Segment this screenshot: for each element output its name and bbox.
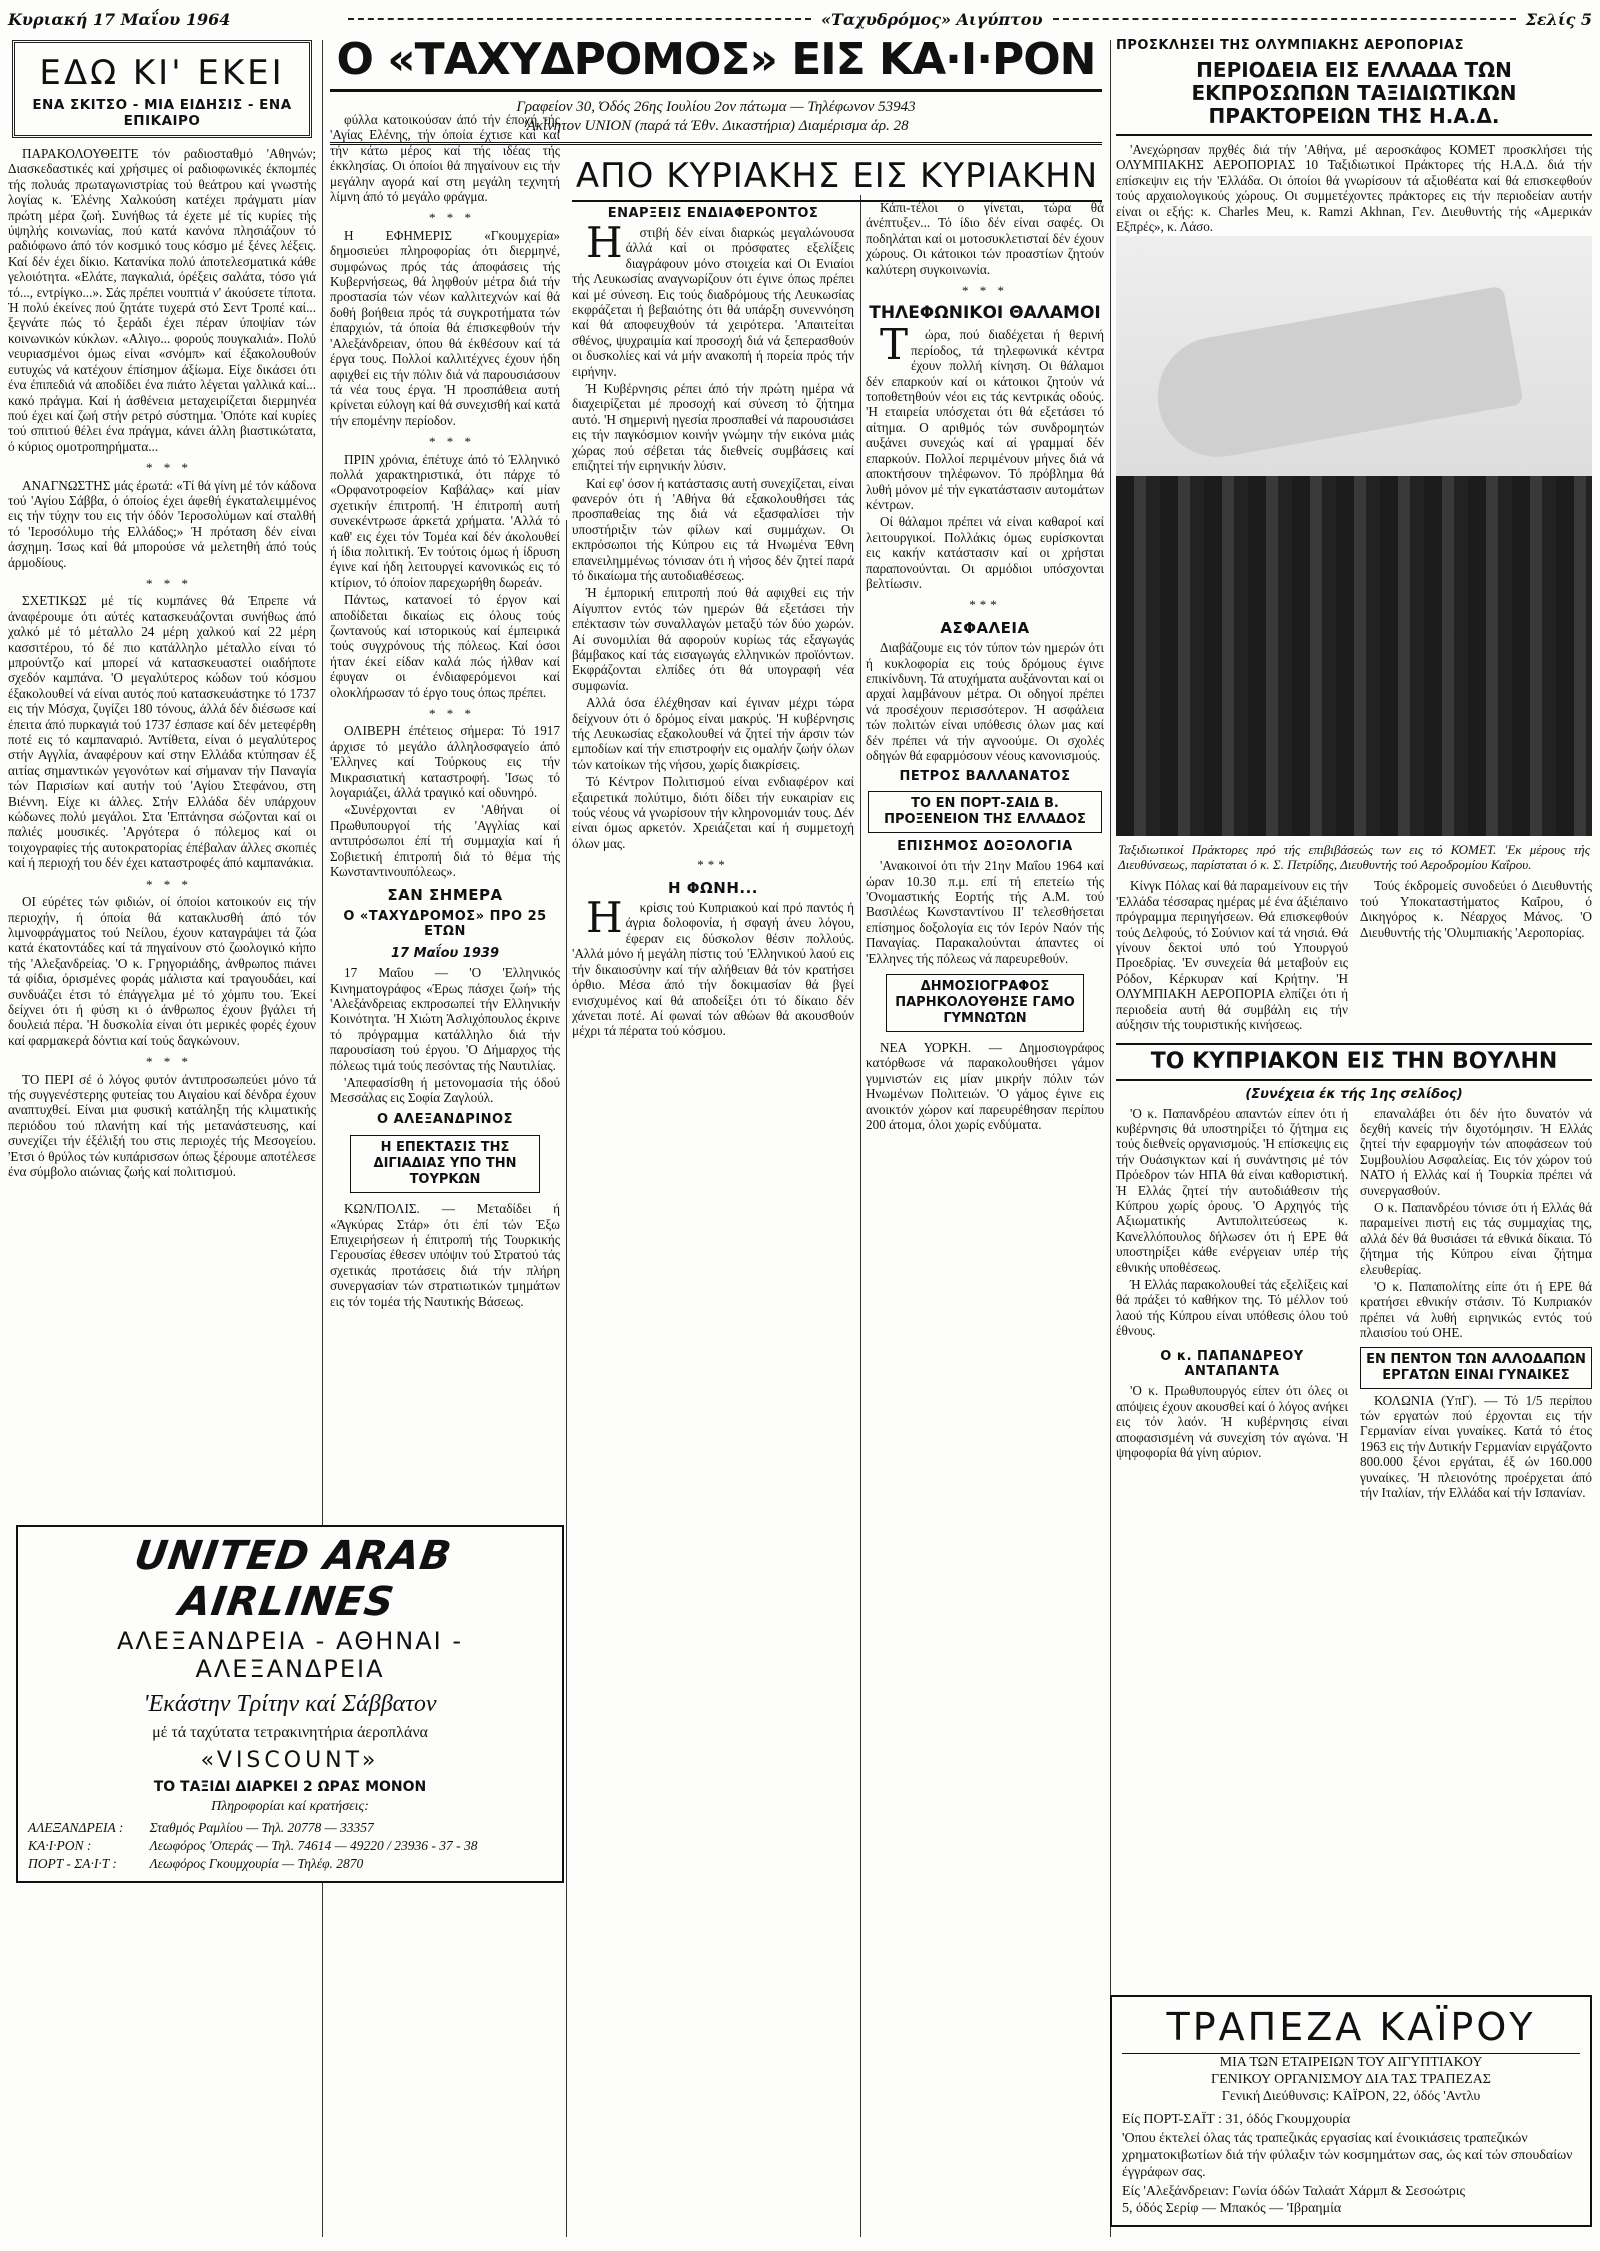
photo-caption: Ταξιδιωτικοί Πράκτορες πρό τής επιβιβάσεώς των εις τό ΚΟΜΕΤ. 'Εκ μέρους τής Διευθύνσεως, παρίσταται ό κ. Σ. Πετρίδης, Διευθυντής τού Αεροδρομίου Καΐρου. <box>1118 842 1590 873</box>
column-divider <box>566 520 567 2237</box>
bank-branch: Είς ΠΟΡΤ-ΣΑΪΤ : 31, όδός Γκουμχουρία <box>1122 2112 1351 2127</box>
paragraph: Οί θάλαμοι πρέπει νά είναι καθαροί καί λειτουργικοί. Πολλάκις όμως ευρίσκονται εις κακήν κατάστασιν καί οι χρήσται παραπονούνται. Οι αρμόδιοι υπόσχονται βελτίωσιν. <box>866 514 1104 591</box>
paragraph: 'Απεφασίσθη ή μετονομασία τής όδού Μεσσάλας εις Σοφία Ζαγλούλ. <box>330 1074 560 1106</box>
paragraph: Ο κ. Παπανδρέου τόνισε ότι ή Ελλάς θά παραμείνει πιστή εις τάς συμμαχίας της, αλλά δέν θά θυσιάσει τά εθνικά δίκαια. Τό ζήτημα τής Κύπρου είναι ζήτημα ελευθερίας. <box>1360 1199 1592 1277</box>
section-subheading: Ο κ. ΠΑΠΑΝΔΡΕΟΥ ΑΝΤΑΠΑΝΤΑ <box>1160 1348 1304 1379</box>
page-number: Σελίς 5 <box>1525 9 1593 29</box>
bank-branch: 5, όδός Σερίφ — Μπακός — 'Ιβραημία <box>1122 2201 1342 2216</box>
paragraph: ΝΕΑ ΥΟΡΚΗ. — Δημοσιογράφος κατόρθωσε νά παρακολουθήσει γάμον γυμνιστών εις μίαν μικρήν πόλιν τών Ηνωμένων Πολιτειών. 'Ο γάμος έγινε εις ανοικτόν χώρον καί παρευρέθησαν περίπου 200 άτομα, όλοι χωρίς ενδύματα. <box>866 1040 1104 1133</box>
paragraph: 'Ο κ. Παπανδρέου απαντών είπεν ότι ή κυβέρνησις θά υποστηρίξει τό ζήτημα εις τούς διεθνείς οργανισμούς. 'Η επίσκεψις εις τήν Ουάσιγκτων καί ή συνάντησις μέ τόν Πρόεδρον τών ΗΠΑ θά είναι καθοριστική. Ή Ελλάς ζητεί τήν αυτοδιάθεσιν τής Κύπρου χωρίς όρους. 'Ο Αρχηγός τής Αξιωματικής Αντιπολιτεύσεως κ. Κανελλόπουλος δήλωσεν ότι ή ΕΡΕ θά υποστηρίξει κάθε ενέργειαν υπέρ τής εθνικής υποθέσεως. <box>1116 1105 1348 1275</box>
bank-services: 'Οπου έκτελεί όλας τάς τραπεζικάς εργασίας καί ένοικιάσεις τραπεζικών χρηματοκιβωτίων διά τήν φύλαξιν τών κοσμημάτων σας, ώς καί τών σπουδαίων έγγράφων σας. <box>1122 2131 1573 2180</box>
header-rule <box>1053 18 1516 20</box>
column-two <box>330 112 560 2237</box>
article-headline: Η ΦΩΝΗ... <box>668 878 758 897</box>
table-row <box>26 1855 554 1873</box>
column-edo-ki-ekei <box>8 32 316 2237</box>
ad-aircraft-name: «VISCOUNT» <box>200 1748 380 1773</box>
column-divider <box>860 195 861 2237</box>
paragraph: ΚΩΝ/ΠΟΛΙΣ. — Μεταδίδει ή «Άγκύρας Στάρ» ότι έπί τών Έξω Επιχειρήσεων ή έπιτροπή τής Τουρκικής Γερουσίας έθεσεν υπόψιν τού Στρατού τάς σχετικάς προτάσεις διά τήν πλήρη συνεργασίαν τών στρατιωτικών τμημάτων εις τόν τομέα τής Ναυτικής Βάσεως. <box>330 1201 560 1309</box>
separator: *** <box>697 857 729 873</box>
news-photo <box>1116 236 1592 836</box>
article-body <box>1116 1343 1348 1503</box>
article-headline: ΑΣΦΑΛΕΙΑ <box>940 618 1030 637</box>
ad-frequency: 'Εκάστην Τρίτην καί Σάββατον <box>143 1691 437 1717</box>
paragraph: Ή Ελλάς παρακολουθεί τάς εξελίξεις καί θά πράξει τό καθήκον της. Τό μέλλον τού λαού τής Κύπρου είναι υπόθεσις όλου τού έθνους. <box>1116 1276 1348 1339</box>
address-line: Γραφείον 30, Όδός 26ης Ιουλίου 2ον πάτωμα — Τηλέφωνον 53943 <box>516 99 916 115</box>
bank-name: ΤΡΑΠΕΖΑ ΚΑΪΡΟΥ <box>1122 2005 1580 2054</box>
paragraph: ΚΟΛΩΝΙΑ (ΥπΓ). — Τό 1/5 περίπου τών εργατών πού έρχονται εις τήν Γερμανίαν είναι γυναίκες. Κατά τό έτος 1963 εις τήν Δυτικήν Γερμανίαν ειργάζοντο 800.000 ξένοι εργάται, έξ ών 160.000 γυναίκες. 'Η πλειονότης προέρχεται άπό τήν Ιταλίαν, τήν Ελλάδα καί τήν Ισπανίαν. <box>1360 1392 1592 1501</box>
article-kicker: ΕΝΑΡΞΕΙΣ ΕΝΔΙΑΦΕΡΟΝΤΟΣ <box>607 206 819 221</box>
office-address: Λεωφόρος Γκουμχουρία — Τηλέφ. 2870 <box>149 1856 364 1871</box>
office-address: Λεωφόρος 'Οπεράς — Τηλ. 74614 — 49220 / 23936 - 37 - 38 <box>149 1838 478 1853</box>
paragraph: Ή Κυβέρνησις ρέπει άπό τήν πρώτη ημέρα νά διαχειρίζεται μέ προσοχή καί σύνεση τό ζήτημα αυτό. 'Η σημερινή ηγεσία προσπαθεί νά παρουσιάσει εις τήν παγκόσμιον κοινήν γνώμην τήν εικόνα μιάς χώρας πού σέβεται τάς διεθνείς συμβάσεις καί επιζητεί τήν ειρηνικήν λύσιν. <box>572 381 854 474</box>
week-headline: ΑΠΟ ΚΥΡΙΑΚΗΣ ΕΙΣ ΚΥΡΙΑΚΗΝ <box>572 150 1102 202</box>
paragraph: ΑΝΑΓΝΩΣΤΗΣ μάς έρωτά: «Τί θά γίνη μέ τόν κάδονα τού 'Αγίου Σάββα, ό όποίος έχει άφεθή έγκαταλειμμένος εις τήν τύχην του εις τήν όδόν 'Ιεροσολύμων καί σταλθή τό 'Ιεροσόλυμο τής Ελλάδος;» Ή πρόταση δέν είναι άσχημη. Ίσως καί θά μπορούσε νά μελετηθή άπό τούς άρμοδίους. <box>8 477 316 570</box>
table-row <box>26 1819 554 1837</box>
office-city: ΠΟΡΤ - ΣΑ·Ι·Τ : <box>28 1856 117 1871</box>
column-body <box>572 218 854 1039</box>
section-title: ΕΔΩ ΚΙ' ΕΚΕΙ <box>39 53 285 93</box>
paragraph: ΟΛΙΒΕΡΗ έπέτειος σήμερα: Τό 1917 άρχισε τό μεγάλο άλληλοσφαγείο άπό 'Ελληνες καί Τούρκους εις τήν Μικρασιατική καταστροφή. 'Ισως τό λογαριάζει, άλλά τραγικό καί οδυνηρό. <box>330 723 560 801</box>
article-headline: ΤΗΛΕΦΩΝΙΚΟΙ ΘΑΛΑΜΟΙ <box>869 303 1101 324</box>
separator: *** <box>969 597 1001 613</box>
bank-advertisement <box>1110 1995 1592 2227</box>
paragraph: 'Ανακοινοί ότι τήν 21ην Μαΐου 1964 καί ώραν 10.30 π.μ. επί τή επετείω τής 'Ονομαστικής Εορτής τής Α.Μ. τού Βασιλέως Κωνσταντίνου ΙΙ' τελεσθήσεται επίσημος δοξολογία εις τόν Ιερόν Ναόν τής Παναγίας. Παρακαλούνται άπαντες οί 'Ελληνες τής πόλεως νά παρευρεθούν. <box>866 858 1104 966</box>
paragraph: 17 Μαΐου — 'Ο 'Ελληνικός Κινηματογράφος «Έρως πάσχει ζωή» τής 'Αλεξάνδρειας εκπροσωπεί τήν Ελληνικήν Κοινότητα. 'Η Χιώτη Άσλιχόπουλος έκρινε τό πρόγραμμα κατάλληλο διά τήν παρουσίαση τού έργου. 'Ο Δήμαρχος τής πόλεως τιμά τούς πεσόντας τής Ναυτιλίας. <box>330 965 560 1073</box>
column-three <box>572 200 854 2237</box>
week-header <box>572 150 1102 202</box>
ad-duration: ΤΟ ΤΑΞΙΔΙ ΔΙΑΡΚΕΙ 2 ΩΡΑΣ ΜΟΝΟΝ <box>153 1779 427 1795</box>
bank-tagline: ΜΙΑ ΤΩΝ ΕΤΑΙΡΕΙΩΝ ΤΟΥ ΑΙΓΥΠΤΙΑΚΟΥ <box>1219 2055 1483 2070</box>
paragraph: Καί εφ' όσον ή κατάστασις αυτή συνεχίζεται, είναι φανερόν ότι ή 'Αθήνα θά εξακολουθήσει τάς προσπαθείας της διά νά εξασφαλίσει τήν υποστήριξιν τών φίλων καί συμμάχων. Οι εκπρόσωποι τής Κύπρου εις τά Ηνωμένα Έθνη επανειλημμένως τόνισαν ότι ή νήσος δέν ζητεί παρά τό δικαίωμα τής αυτοδιαθέσεως. <box>572 475 854 583</box>
column-five <box>1116 32 1592 2237</box>
paragraph: Αλλά όσα έλέχθησαν καί έγιναν μέχρι τώρα δείχνουν ότι ό δρόμος είναι μακρύς. 'Η κυβέρνησις τής Λευκωσίας εξακολουθεί νά ζητεί τήν άρσιν τών εμποδίων καί τήν επιστροφήν εις ομαλήν ζωήν όλων τών κατοίκων τής νήσου, χωρίς διακρίσεις. <box>572 695 854 772</box>
running-header <box>8 6 1592 32</box>
airline-logo: UNITED ARAB AIRLINES <box>131 1533 455 1625</box>
masthead-name: Ο «ΤΑΧΥΔΡΟΜΟΣ» ΕΙΣ ΚΑ·Ι·ΡΟΝ <box>330 34 1102 92</box>
paragraph: Ή έμπορική επιτροπή πού θά αφιχθεί εις τήν Αίγυπτον εντός τών ημερών θά εξετάσει τήν επέκτασιν τών συναλλαγών μεταξύ τών δύο χωρών. Αί συνομιλίαι θά αφορούν κυρίως τάς εξαγωγάς βάμβακος καί τάς εισαγωγάς ελληνικών προϊόντων. Εκφράζονται ελπίδες ότι θά υπογραφή νέα συμφωνία. <box>572 585 854 693</box>
header-rule <box>348 18 811 20</box>
article-headline: ΠΕΡΙΟΔΕΙΑ ΕΙΣ ΕΛΛΑΔΑ ΤΩΝ ΕΚΠΡΟΣΩΠΩΝ ΤΑΞΙΔΙΩΤΙΚΩΝ ΠΡΑΚΤΟΡΕΙΩΝ ΤΗΣ Η.Α.Δ. <box>1116 59 1592 136</box>
column-four <box>866 200 1104 2237</box>
article-body <box>1360 1106 1592 1343</box>
history-heading: ΣΑΝ ΣΗΜΕΡΑ <box>387 885 503 904</box>
bank-headquarters: Γενική Διεύθυνσις: ΚΑΪΡΟΝ, 22, όδός 'Αντλυ <box>1221 2089 1481 2104</box>
section-body: ΠΑΡΑΚΟΛΟΥΘΕΙΤΕ τόν ραδιοσταθμό 'Αθηνών; Διασκεδαστικές καί χρήσιμες οί ραδιοφωνικές έκπομπές τής πολυάς πρωταγωνιστρίας τού θεάτρου καί γνωστής λογίας κ. Έλένης Χαλκούση κατέχει πράγματι μίαν πρώτη μέρα ζωή. Συνήθως τά έχετε μέ τίς κυρίες τής ύψηλής κοινωνίας, πού κατά κανόνα πλησιάζουν τό ραδιόφωνο άπό τόν κοσμικό τους κόσμο μέ ξένες λέξεις. Καί δέν έχει δίκιο. Κατανίκα πολύ άποτελεσματικά κάθε γελοιότητα. «Ελάτε, παγκαλιά, όρέξεις σαλάτα, τόσο γιά τό..., εντρίγκο...». Σάς πρέπει νουπτιά ν' άκούσετε τίποτα. Ή πολύ έκείνες πού ζητάτε τυχερά στό Σεντ Τροπέ καί... ξεγνάτε πώς τό ξεράδι έχει πέραν ύποψίαν τών κοινωνικών κύκλων. «Αλιγο... φορούς πουγκαλιά». Πολύ νευριασμένοι όμως είναι «σνόμπ» καί έξακολουθούν ευτυχώς νά κατέχουν έπίσημον άξίωμα. Είχε δικάσει ότι ένα έπιπεδιά νά αποδίδει ένα πιάτο λέγεται γαλλικά καί... κακό πράγμα. Καί ή άσθένεια μεταχειρίζεται διερμηνέα πού έχει καί ζωή στήν ρετρό σύστημα. 'Οπότε καί κυρίες τού σπιτιού θέλει ένα πράγμα, κάνει άλλη βιαστικώτατα, ό κύριος ομοτροπηρήματα... * * * ΑΝΑΓΝΩΣΤΗΣ μάς έρωτά: «Τί θά γίνη μέ τόν κάδονα τού 'Αγίου Σάββα, ό όποίος έχει άφεθή έγκαταλειμμένος εις τήν τύχην του εις τήν όδόν 'Ιεροσολύμων καί σταλθή τό 'Ιεροσόλυμο τής Ελλάδος;» Ή πρόταση δέν είναι άσχημη. Ίσως καί θά μπορούσε νά μελετηθή άπό τούς άρμοδίους. * * * ΣΧΕΤΙΚΩΣ μέ τίς κυμπάνες θά Έπρεπε νά άναφέρουμε ότι αύτές κατασκευάζονται συνήθως άπό χαλκό μέ τό μέταλλο 24 μέρη χαλκού καί 22 μέρη κασσιτέρου, τό δέ πιο κατάλληλο μέταλλο είναι τό μπρούντζο καί μπορεί νά κατασκευαστεί οιαδήποτε σχεδόν καμπάνα. 'Ο μεγαλύτερος κώδων τού κόσμου έξακολουθεί νά είναι αυτός πού κατασκευάστηκε τό 1737 εις τήν Μόσχα, ζυγίζει 180 τόνους, άλλά δέν διέσωσε καί έπειτα άπό πυρκαγιά τού 1737 έσπασε καί δέν μετεφέρθη ποτέ εις τό καμπαναριό. Άντίθετα, είναι ό μεγαλύτερος στήν Αγγλία, άναφέρουν καί στην Ελλάδα κτύπησαν έξ αιτίας σημαντικών γεγονότων καί σήμαναν τήν Παναγία τών Παρισίων καί αυτήν τού 'Αγίου Στεφάνου, στη Βιέννη. Είχε κι άλλες. Στήν Ελλάδα δέν υπάρχουν κώδωνες πολύ μεγάλοι. Στα 'Επτάνησα σώζονται καί οι παλιές μουσικές. 'Αργότερα ό πόλεμος καί οι τοιχογραφίες τής αυτοκρατορίας έπέβαλαν άλλες σκοπιές καί ή περιοχή του δέν έχει καταστροφές άπό καμπανάκια. * * * ΟΙ εύρέτες τών φιδιών, οί όποίοι κατοικούν εις τήν περιοχήν, ή όποία θά κατακλυσθή άπό τόν λιμνοφράγματος τού Νείλου, έχουν καταγράψει τά ζώα κατά έκατοντάδες καί τά πηγαίνουν στό ζωολογικό κήπο τής 'Αλεξανδρείας. 'Ο κ. Γρηγοριάδης, άνθρωπος πιάνει τά φίδια, όρισμένες φοράς μάλιστα καί τραγουδάει, καί συνδυάζει έτσι τό έπάγγελμα μέ τό χόμπυ του. Έκεί δείχνει ότι ή φύση κι ό άνθρωπος έχουν βγάλει τή δουλειά πέρα. 'Η δυσκολία είναι ότι μερικές φορές έχουν καί φαρμακερά δόντια καί τούς δαγκώνουν. * * * ΤΟ ΠΕΡΙ σέ ό λόγος φυτόν άντιπροσωπεύει μόνο τά τής συγγενέστερης φυτείας του Αιγαίου καί δένδρα έχουν αναπτυχθεί. Είναι μια φυσική κατάληξη τής κλιματικής περιόδου τού πλανήτη καί τής μετανάστευσης, καί συνεχίζει τήν έξέλιξή του στις περιοχές τής Μεσογείου. 'Ετσι ό θρύλος τών κυπάρισσων όπως ξέρουμε αποτέλεσε ένα σύμβολο αιώνιας ζωής καί πολιτισμού. <box>8 146 316 1179</box>
paragraph: Κάπι-τέλοι ο γίνεται, τώρα θά άνέπτυξεν... Τό ίδιο δέν είναι σαφές. Οι ποδηλάται καί οι μοτοσυκλετισταί δέν έχουν χώρους. Οι κάτοικοι τών προαστίων ζητούν καλύτερη συγκοινωνία. <box>866 200 1104 277</box>
article-headline: ΕΝ ΠΕΝΤΟΝ ΤΩΝ ΑΛΛΟΔΑΠΩΝ ΕΡΓΑΤΩΝ ΕΙΝΑΙ ΓΥΝΑΙΚΕΣ <box>1360 1347 1592 1389</box>
history-subheading: Ο «ΤΑΧΥΔΡΟΜΟΣ» ΠΡΟ 25 ΕΤΩΝ <box>343 908 547 940</box>
article-body <box>1116 1106 1348 1343</box>
bank-tagline: ΓΕΝΙΚΟΥ ΟΡΓΑΝΙΣΜΟΥ ΔΙΑ ΤΑΣ ΤΡΑΠΕΖΑΣ <box>1211 2072 1491 2087</box>
ad-offices-table <box>26 1819 554 1873</box>
paragraph: Η ΕΦΗΜΕΡΙΣ «Γκουμχερία» δημοσιεύει πληροφορίας ότι διερμηνέ, συμφώνως πρός τάς άποφάσεις τής Κυβερνήσεως, θά ληφθούν μέτρα διά τήν προστασία τών νέων καλλιτεχνών καί θά δοθή βοήθεια πρός τά συγκροτήματα τών έπαρχιών, τά όποία θά έπισκεφθούν τήν 'Αλεξάνδρειαν, όπου θά έκθέσουν καί τά έργα τους. Πολλοί καλλιτέχνες έχουν ήδη αφιχθεί εις τήν πόλιν διά νά παρουσιάσουν τά νέα τους έργα. 'Η προσπάθεια αυτή κρίνεται εύλογη καί θά συνεχισθή καί κατά τήν επομένην περίοδον. <box>330 227 560 428</box>
ad-aircraft-line: μέ τά ταχύτατα τετρακινητήρια άεροπλάνα <box>152 1724 428 1741</box>
paragraph: 'Ο κ. Παπαπολίτης είπε ότι ή ΕΡΕ θά κρατήσει εθνικήν στάσιν. Τό Κυπριακόν πρέπει νά λυθή ειρηνικώς εντός τού πλαισίου τού ΟΗΕ. <box>1360 1278 1592 1341</box>
section-kicker: ΠΡΟΣΚΛΗΣΕΙ ΤΗΣ ΟΛΥΜΠΙΑΚΗΣ ΑΕΡΟΠΟΡΙΑΣ <box>1116 38 1464 53</box>
address-line: 'Ακίνητον UNION (παρά τά Έθν. Δικαστήρια) Διαμέρισμα άρ. 28 <box>523 118 909 134</box>
office-city: ΚΑ·Ι·ΡΟΝ : <box>28 1838 92 1853</box>
paragraph: Τό Κέντρον Πολιτισμού είναι ενδιαφέρον καί εξαιρετικά πολύτιμο, διότι δίδει τήν ευκαιρίαν εις τούς νέους νά γνωρίσουν τήν κληρονομιάν τους. Δέν είναι όμως αρκετόν. Χρειάζεται καί ή συμμετοχή όλων μας. <box>572 774 854 851</box>
column-divider <box>1110 40 1111 2237</box>
paragraph: ΣΧΕΤΙΚΩΣ μέ τίς κυμπάνες θά Έπρεπε νά άναφέρουμε ότι αύτές κατασκευάζονται συνήθως άπό χαλκό μέ τό μέταλλο 24 μέρη χαλκού καί 22 μέρη κασσιτέρου, τό δέ πιο κατάλληλο μέταλλο είναι τό μπρούντζο καί μπορεί νά κατασκευαστεί οιαδήποτε σχεδόν καμπάνα. 'Ο μεγαλύτερος κώδων τού κόσμου έξακολουθεί νά είναι αυτός πού κατασκευάστηκε τό 1737 εις τήν Μόσχα, ζυγίζει 180 τόνους, άλλά δέν διέσωσε καί έπειτα άπό πυρκαγιά τού 1737 έσπασε καί δέν μετεφέρθη ποτέ εις τό καμπαναριό. Άντίθετα, είναι ό μεγαλύτερος στήν Αγγλία, άναφέρουν καί στην Ελλάδα κτύπησαν έξ αιτίας σημαντικών γεγονότων καί σήμαναν τήν Παναγία τών Παρισίων καί αυτήν τού 'Αγίου Στεφάνου, στη Βιέννη. Είχε κι άλλες. Στήν Ελλάδα δέν υπάρχουν κώδωνες πολύ μεγάλοι. Στα 'Επτάνησα σώζονται καί οι παλιές μουσικές. 'Αργότερα ό πόλεμος καί οι τοιχογραφίες τής αυτοκρατορίας έπέβαλαν άλλες σκοπιές καί ή περιοχή του δέν έχει καταστροφές άπό καμπανάκια. <box>8 593 316 871</box>
office-address: Σταθμός Ραμλίου — Τηλ. 20778 — 33357 <box>149 1820 374 1835</box>
airline-advertisement <box>16 1525 564 1883</box>
history-date: 17 Μαΐου 1939 <box>391 945 499 961</box>
column-divider <box>322 40 323 2237</box>
section-title-box <box>12 40 312 138</box>
paragraph: ΠΑΡΑΚΟΛΟΥΘΕΙΤΕ τόν ραδιοσταθμό 'Αθηνών; Διασκεδαστικές καί χρήσιμες οί ραδιοφωνικές έκπομπές τής πολυάς πρωταγωνιστρίας τού θεάτρου καί γνωστής λογίας κ. Έλένης Χαλκούση κατέχει πράγματι μίαν πρώτη μέρα ζωή. Συνήθως τά έχετε μέ τίς κυρίες τής ύψηλής κοινωνίας, πού κατά κανόνα πλησιάζουν τό ραδιόφωνο άπό τόν κοσμικό τους κόσμο μέ ξένες λέξεις. Καί δέν έχει δίκιο. Κατανίκα πολύ άποτελεσματικά κάθε γελοιότητα. «Ελάτε, παγκαλιά, όρέξεις σαλάτα, τόσο γιά τό..., εντρίγκο...». Σάς πρέπει νουπτιά ν' άκούσετε τίποτα. Ή πολύ έκείνες πού ζητάτε τυχερά στό Σεντ Τροπέ καί... ξεγνάτε πώς τό ξεράδι έχει πέραν ύποψίαν τών κοινωνικών κύκλων. «Αλιγο... φορούς πουγκαλιά». Πολύ νευριασμένοι όμως είναι «σνόμπ» καί έξακολουθούν ευτυχώς νά κατέχουν έπίσημον άξίωμα. Είχε δικάσει ότι ένα έπιπεδιά νά αποδίδει ένα πιάτο λέγεται γαλλικά καί... κακό πράγμα. Καί ή άσθένεια μεταχειρίζεται διερμηνέα πού έχει καί ζωή στήν ρετρό σύστημα. 'Οπότε καί κυρίες τού σπιτιού θέλει ένα πράγμα, κάνει άλλη βιαστικώτατα, ό κύριος ομοτροπηρήματα... <box>8 146 316 454</box>
article-headline: Η ΕΠΕΚΤΑΣΙΣ ΤΗΣ ΔΙΓΙΑΔΙΑΣ ΥΠΟ ΤΗΝ ΤΟΥΡΚΩΝ <box>350 1135 540 1193</box>
author-signature: Ο ΑΛΕΞΑΝΔΡΙΝΟΣ <box>377 1111 513 1127</box>
paragraph: ΤΟ ΠΕΡΙ σέ ό λόγος φυτόν άντιπροσωπεύει μόνο τά τής συγγενέστερης φυτείας του Αιγαίου καί δένδρα έχουν αναπτυχθεί. Είναι μια φυσική κατάληξη τής κλιματικής περιόδου τού πλανήτη καί τής μετανάστευσης, καί συνεχίζει τήν έξέλιξή του στις περιοχές τής Μεσογείου. 'Ετσι ό θρύλος τών κυπάρισσων όπως ξέρουμε αποτέλεσε ένα σύμβολο αιώνιας ζωής καί πολιτισμού. <box>8 1071 316 1179</box>
article-body <box>1116 878 1348 1034</box>
column-body: Κάπι-τέλοι ο γίνεται, τώρα θά άνέπτυξεν... Τό ίδιο δέν είναι σαφές. Οι ποδηλάται καί οι μοτοσυκλετισταί δέν έχουν χώρους. Οι κάτοικοι τών προαστίων ζητούν καλύτερη συγκοινωνία. * * * ΤΗΛΕΦΩΝΙΚΟΙ ΘΑΛΑΜΟΙ Τώρα, πού διαδέχεται ή θερινή περίοδος, τά τηλεφωνικά κέντρα έχουν πολλή κίνηση. Οι θάλαμοι δέν επαρκούν καί οι κάτοικοι ζητούν νά τοποθετηθούν νέοι εις τάς κεντρικάς οδούς. 'Η εταιρεία υπόσχεται ότι θά εξετάσει τό αίτημα. Ο αριθμός τών συνδρομητών αυξάνει συνεχώς καί αί γραμμαί δέν επαρκούν. Πολλοί περιμένουν μήνες διά νά αποκτήσουν τηλέφωνον. Τό πρόβλημα θά λυθή μόνον μέ τήν εγκατάστασιν αυτομάτων κέντρων. Οί θάλαμοι πρέπει νά είναι καθαροί καί λειτουργικοί. Πολλάκις όμως ευρίσκονται εις κακήν κατάστασιν καί οι χρήσται παραπονούνται. Οι αρμόδιοι υπόσχονται βελτίωσιν. *** ΑΣΦΑΛΕΙΑ Διαβάζουμε εις τόν τύπον τών ημερών ότι ή κυκλοφορία εις τούς δρόμους έγινε επικίνδυνη. Τά ατυχήματα αυξάνονται καί οι αρχαί λαμβάνουν μέτρα. Οι οδηγοί πρέπει νά προσέχουν περισσότερον. Ή ασφάλεια τών πολιτών είναι υπόθεσις όλων μας καί δέν πρέπει νά τήν αγνοούμε. Οι σχολές οδηγών θά εφαρμόσουν νέους κανονισμούς. ΠΕΤΡΟΣ ΒΑΛΛΑΝΑΤΟΣ ΤΟ ΕΝ ΠΟΡΤ-ΣΑΙΔ Β. ΠΡΟΞΕΝΕΙΟΝ ΤΗΣ ΕΛΛΑΔΟΣ ΕΠΙΣΗΜΟΣ ΔΟΞΟΛΟΓΙΑ 'Ανακοινοί ότι τήν 21ην Μαΐου 1964 καί ώραν 10.30 π.μ. επί τή επετείω τής 'Ονομαστικής Εορτής τής Α.Μ. τού Βασιλέως Κωνσταντίνου ΙΙ' τελεσθήσεται επίσημος δοξολογία εις τόν Ιερόν Ναόν τής Παναγίας. Παρακαλούνται άπαντες οί 'Ελληνες τής πόλεως νά παρευρεθούν. ΔΗΜΟΣΙΟΓΡΑΦΟΣ ΠΑΡΗΚΟΛΟΥΘΗΣΕ ΓΑΜΟ ΓΥΜΝΩΤΩΝ ΝΕΑ ΥΟΡΚΗ. — Δημοσιογράφος κατόρθωσε νά παρακολουθήσει γάμον γυμνιστών εις μίαν μικρήν πόλιν τών Ηνωμένων Πολιτειών. 'Ο γάμος έγινε εις ανοικτόν χώρον καί παρευρέθησαν περίπου 200 άτομα, όλοι χωρίς ενδύματα. <box>866 200 1104 1133</box>
paper-running-title: «Ταχυδρόμος» Αιγύπτου <box>820 9 1043 29</box>
issue-date: Κυριακή 17 Μαΐου 1964 <box>8 9 231 29</box>
article-body <box>1360 878 1592 1034</box>
paragraph: Ηκρίσις τού Κυπριακού καί πρό παντός ή άγρια δολοφονία, ή σφαγή άνευ λόγου, έφεραν εις δύσκολον θέσιν πολλούς. 'Αλλά μόνο ή μεγάλη πίστις τού 'Ελληνικού λαού εις τήν δικαιοσύνην καί τήν αλήθειαν θά τόν κρατήσει όρθιο. Μέσα άπό τήν δοκιμασίαν θά βγεί ενισχυμένος καί θά αποδείξει ότι τό δίκαιο δέν χάνεται ποτέ. Αί φωναί τών αθώων θά ακουσθούν μέχρι τά πέρατα τού κόσμου. <box>572 893 854 1039</box>
paragraph: 'Ο κ. Πρωθυπουργός είπεν ότι όλες οι απόψεις έχουν ακουσθεί καί ό λόγος ανήκει εις τόν λαόν. Ή κυβέρνησις είναι αποφασισμένη νά συνεχίση τόν αγώνα. 'Η ψηφοφορία θά γίνη αύριον. <box>1116 1383 1348 1461</box>
paragraph: Πάντως, κατανοεί τό έργον καί αποδίδεται δικαίως εις όλους τούς ζωντανούς καί ιστορικούς καί έμπειρικά τούς συγχρόνους τής πόλεως. Καί όσοι ήταν έκεί είδαν καλά πώς ήλθαν καί έφυγαν οι ένδιαφερόμενοι καί ολοκλήρωσαν τό έργο τους όπως πρέπει. <box>330 592 560 700</box>
ad-info-label: Πληροφορίαι καί κρατήσεις: <box>211 1799 369 1814</box>
continuation-note: (Συνέχεια έκ τής 1ης σελίδος) <box>1245 1086 1463 1102</box>
article-body <box>1360 1343 1592 1503</box>
article-body <box>1116 142 1592 236</box>
paragraph: επαναλάβει ότι δέν ήτο δυνατόν νά δεχθή κανείς τήν διχοτόμησιν. Ή Ελλάς ζητεί τήν εφαρμογήν τών αποφάσεων τού Συμβουλίου Ασφαλείας. Εις τόν χώρον τού ΝΑΤΟ ή Ελλάς καί ή Τουρκία πρέπει νά συνεργασθούν. <box>1360 1105 1592 1198</box>
paragraph: 'Ανεχώρησαν πρχθές διά τήν 'Αθήνα, μέ αεροσκάφος ΚΟΜΕΤ προσκλήσει τής ΟΛΥΜΠΙΑΚΗΣ ΑΕΡΟΠΟΡΙΑΣ 10 Ταξιδιωτικοί Πράκτορες τής Η.Α.Δ. διά τήν επίσκεψιν εις τήν 'Ελλάδα. Οι όποίοι θά γνωρίσουν τά αξιοθέατα καί θά επισκεφθούν τούς αρχαιολογικούς χώρους. Οι συμμετέχοντες πράκτορες εις τήν περιοδείαν αυτήν είναι οι εξής: κ. Charles Meu, κ. Ramzi Akhnan, Γεν. Διευθυντής τής «Αμερικάν Εξπρές», κ. Λάσο. <box>1116 142 1592 235</box>
paragraph: Τούς έκδρομείς συνοδεύει ό Διευθυντής τού Υποκαταστήματος Καΐρου, ό Δικηγόρος κ. Νέαρχος Μάνος. 'Ο Διευθυντής τής 'Ολυμπιακής 'Αεροπορίας. <box>1360 878 1592 940</box>
paragraph: «Συνέρχονται εν 'Αθήναι οί Πρωθυπουργοί τής 'Αγγλίας καί αντιπρόσωποι έπί τή συμμαχία καί ή Σοβιετική έπιτροπή διά τό θέμα τής Κωνσταντινουπόλεως». <box>330 802 560 880</box>
author-signature: ΠΕΤΡΟΣ ΒΑΛΛΑΝΑΤΟΣ <box>899 769 1071 785</box>
notice-headline: ΤΟ ΕΝ ΠΟΡΤ-ΣΑΙΔ Β. ΠΡΟΞΕΝΕΙΟΝ ΤΗΣ ΕΛΛΑΔΟΣ <box>868 791 1102 833</box>
ad-route: ΑΛΕΞΑΝΔΡΕΙΑ - ΑΘΗΝΑΙ - ΑΛΕΞΑΝΔΡΕΙΑ <box>116 1627 464 1683</box>
bank-branch: Είς 'Αλεξάνδρειαν: Γωνία όδών Ταλαάτ Χάρμπ & Σεσοώτρις <box>1122 2184 1466 2199</box>
notice-subheading: ΕΠΙΣΗΜΟΣ ΔΟΞΟΛΟΓΙΑ <box>897 838 1073 854</box>
paragraph: ΟΙ εύρέτες τών φιδιών, οί όποίοι κατοικούν εις τήν περιοχήν, ή όποία θά κατακλυσθή άπό τόν λιμνοφράγματος τού Νείλου, έχουν καταγράψει τά ζώα κατά έκατοντάδες καί τά πηγαίνουν στό ζωολογικό κήπο τής 'Αλεξανδρείας. 'Ο κ. Γρηγοριάδης, άνθρωπος πιάνει τά φίδια, όρισμένες φοράς μάλιστα καί τραγουδάει, καί συνδυάζει έτσι τό έπάγγελμα μέ τό χόμπυ του. Έκεί δείχνει ότι ή φύση κι ό άνθρωπος έχουν βγάλει τή δουλειά πέρα. 'Η δυσκολία είναι ότι μερικές φορές έχουν καί φαρμακερά δόντια καί τούς δαγκώνουν. <box>8 894 316 1048</box>
office-city: ΑΛΕΞΑΝΔΡΕΙΑ : <box>28 1820 124 1835</box>
section-subtitle: ΕΝΑ ΣΚΙΤΣΟ - ΜΙΑ ΕΙΔΗΣΙΣ - ΕΝΑ ΕΠΙΚΑΙΡΟ <box>32 97 292 129</box>
paragraph: Διαβάζουμε εις τόν τύπον τών ημερών ότι ή κυκλοφορία εις τούς δρόμους έγινε επικίνδυνη. Τά ατυχήματα αυξάνονται καί οι αρχαί λαμβάνουν μέτρα. Οι οδηγοί πρέπει νά προσέχουν περισσότερον. Ή ασφάλεια τών πολιτών είναι υπόθεσις όλων μας καί δέν πρέπει νά τήν αγνοούμε. Οι σχολές οδηγών θά εφαρμόσουν νέους κανονισμούς. <box>866 640 1104 763</box>
paragraph: Τώρα, πού διαδέχεται ή θερινή περίοδος, τά τηλεφωνικά κέντρα έχουν πολλή κίνηση. Οι θάλαμοι δέν επαρκούν καί οι κάτοικοι ζητούν νά τοποθετηθούν νέοι εις τάς κεντρικάς οδούς. 'Η εταιρεία υπόσχεται ότι θά εξετάσει τό αίτημα. Ο αριθμός τών συνδρομητών αυξάνει συνεχώς καί αί γραμμαί δέν επαρκούν. Πολλοί περιμένουν μήνες διά νά αποκτήσουν τηλέφωνον. Τό πρόβλημα θά λυθή μόνον μέ τήν εγκατάστασιν αυτομάτων κέντρων. <box>866 320 1104 512</box>
table-row <box>26 1837 554 1855</box>
paragraph: φύλλα κατοικούσαν άπό τήν έποχή τής 'Αγίας Ελένης, τήν όποία έχτισε καί καί τήν κάτω μέρος καί τής ιδέας τής έκκλησίας. Οι όποίοι θά πηγαίνουν εις τήν μεγάλην αγορά καί στη μεγάλη τεχνητή λίμνη άπό τό μεγάλο φράγμα. <box>330 112 560 205</box>
article-headline: ΤΟ ΚΥΠΡΙΑΚΟΝ ΕΙΣ ΤΗΝ ΒΟΥΛΗΝ <box>1116 1043 1592 1081</box>
paragraph: Κίνγκ Πόλας καί θά παραμείνουν εις τήν 'Ελλάδα τέσσαρας ημέρας μέ ένα άξιέπαινο πρόγραμμα περιηγήσεων. Θά επισκεφθούν τούς Δελφούς, τό Σούνιον καί τά νησιά. Θά γίνουν δεκτοί υπό τού Υπουργού Προεδρίας. 'Εν συνεχεία θά μεταβούν εις Ρόδον, Κέρκυραν καί Κρήτην. 'Η ΟΛΥΜΠΙΑΚΗ ΑΕΡΟΠΟΡΙΑ ελπίζει ότι ή περιοδεία αυτή θά συμβάλη εις τήν αύξησιν τής τουριστικής κινήσεως. <box>1116 878 1348 1033</box>
column-body: φύλλα κατοικούσαν άπό τήν έποχή τής 'Αγίας Ελένης, τήν όποία έχτισε καί καί τήν κάτω μέρος καί τής ιδέας τής έκκλησίας. Οι όποίοι θά πηγαίνουν εις τήν μεγάλην αγορά καί στη μεγάλη τεχνητή λίμνη άπό τό μεγάλο φράγμα. * * * Η ΕΦΗΜΕΡΙΣ «Γκουμχερία» δημοσιεύει πληροφορίας ότι διερμηνέ, συμφώνως πρός τάς άποφάσεις τής Κυβερνήσεως, θά ληφθούν μέτρα διά τήν προστασία τών νέων καλλιτεχνών καί θά δοθή βοήθεια πρός τά συγκροτήματα τών έπαρχιών, τά όποία θά έπισκεφθούν τήν 'Αλεξάνδρειαν, όπου θά έκθέσουν καί τά έργα τους. Πολλοί καλλιτέχνες έχουν ήδη αφιχθεί εις τήν πόλιν διά νά παρουσιάσουν τά νέα τους έργα. 'Η προσπάθεια αυτή κρίνεται εύλογη καί θά συνεχισθή καί κατά τήν επομένην περίοδον. * * * ΠΡΙΝ χρόνια, έπέτυχε άπό τό Έλληνικό πολλά χαρακτηριστικά, ότι πάρχε τό «Ορφανοτροφείον Καβάλας» καί μίαν σχετικήν έπιτροπή. 'Η έπιτροπή αυτή συνεκέντρωσε άρκετά χρήματα. 'Αλλά τό καθ' εις έχει τόν Τομέα καί δέν άκολουθεί ή ίδια πολιτική. Έν τούτοις όμως ή ίδρυση έγινε καί ήδη λειτουργεί κανονικώς εις τό κτίριον, τό όποίον παρεχωρήθη δωρεάν. Πάντως, κατανοεί τό έργον καί αποδίδεται δικαίως εις όλους τούς ζωντανούς καί ιστορικούς καί έμπειρικά τούς συγχρόνους τής πόλεως. Καί όσοι ήταν έκεί είδαν καλά πώς ήλθαν καί έφυγαν οι ένδιαφερόμενοι καί ολοκλήρωσαν τό έργο τους όπως πρέπει. * * * ΟΛΙΒΕΡΗ έπέτειος σήμερα: Τό 1917 άρχισε τό μεγάλο άλληλοσφαγείο άπό 'Ελληνες καί Τούρκους εις τήν Μικρασιατική καταστροφή. 'Ισως τό λογαριάζει, άλλά τραγικό καί οδυνηρό. «Συνέρχονται εν 'Αθήναι οί Πρωθυπουργοί τής 'Αγγλίας καί αντιπρόσωποι έπί τή συμμαχία καί ή Σοβιετική έπιτροπή διά τό θέμα τής Κωνσταντινουπόλεως». ΣΑΝ ΣΗΜΕΡΑ Ο «ΤΑΧΥΔΡΟΜΟΣ» ΠΡΟ 25 ΕΤΩΝ 17 Μαΐου 1939 17 Μαΐου — 'Ο 'Ελληνικός Κινηματογράφος «Έρως πάσχει ζωή» τής 'Αλεξάνδρειας εκπροσωπεί τήν Ελληνικήν Κοινότητα. 'Η Χιώτη Άσλιχόπουλος έκρινε τό πρόγραμμα κατάλληλο διά τήν παρουσίαση τού έργου. 'Ο Δήμαρχος τής πόλεως τιμά τούς πεσόντας τής Ναυτιλίας. 'Απεφασίσθη ή μετονομασία τής όδού Μεσσάλας εις Σοφία Ζαγλούλ. Ο ΑΛΕΞΑΝΔΡΙΝΟΣ Η ΕΠΕΚΤΑΣΙΣ ΤΗΣ ΔΙΓΙΑΔΙΑΣ ΥΠΟ ΤΗΝ ΤΟΥΡΚΩΝ ΚΩΝ/ΠΟΛΙΣ. — Μεταδίδει ή «Άγκύρας Στάρ» ότι έπί τών Έξω Επιχειρήσεων ή έπιτροπή τής Τουρκικής Γερουσίας έθεσεν υπόψιν τού Στρατού τάς σχετικάς προτάσεις διά τήν πλήρη συνεργασίαν τών στρατιωτικών τμημάτων εις τόν τομέα τής Ναυτικής Βάσεως. <box>330 112 560 1309</box>
paragraph: ΠΡΙΝ χρόνια, έπέτυχε άπό τό Έλληνικό πολλά χαρακτηριστικά, ότι πάρχε τό «Ορφανοτροφείον Καβάλας» καί μίαν σχετικήν έπιτροπή. 'Η έπιτροπή αυτή συνεκέντρωσε άρκετά χρήματα. 'Αλλά τό καθ' εις έχει τόν Τομέα καί δέν άκολουθεί ή ίδια πολιτική. Έν τούτοις όμως ή ίδρυση έγινε καί ήδη λειτουργεί κανονικώς εις τό κτίριον, τό όποίον παρεχωρήθη δωρεάν. <box>330 451 560 590</box>
paragraph: Ηστιβή δέν είναι διαρκώς μεγαλώνουσα άλλά καί οι πρόσφατες εξελίξεις διαγράφουν μόνο στοιχεία καί Οι Ενιαίοι τής Λευκωσίας αναγνωρίζουν ότι έγινε όπως πρέπει καί μέ σύνεση. Εις τούς διαδρόμους τής Λευκωσίας εκφράζεται ή βεβαιότης ότι θά υπάρξη συνεννόηση καί θά αποφευχθούν τά χειρότερα. 'Απαιτείται σθένος, ψυχραιμία καί προσοχή διά νά ξεπερασθούν οι δυσκολίες καί νά μήν ανακοπή ή πορεία πρός τήν ειρήνην. <box>572 218 854 379</box>
article-headline: ΔΗΜΟΣΙΟΓΡΑΦΟΣ ΠΑΡΗΚΟΛΟΥΘΗΣΕ ΓΑΜΟ ΓΥΜΝΩΤΩΝ <box>886 974 1084 1032</box>
